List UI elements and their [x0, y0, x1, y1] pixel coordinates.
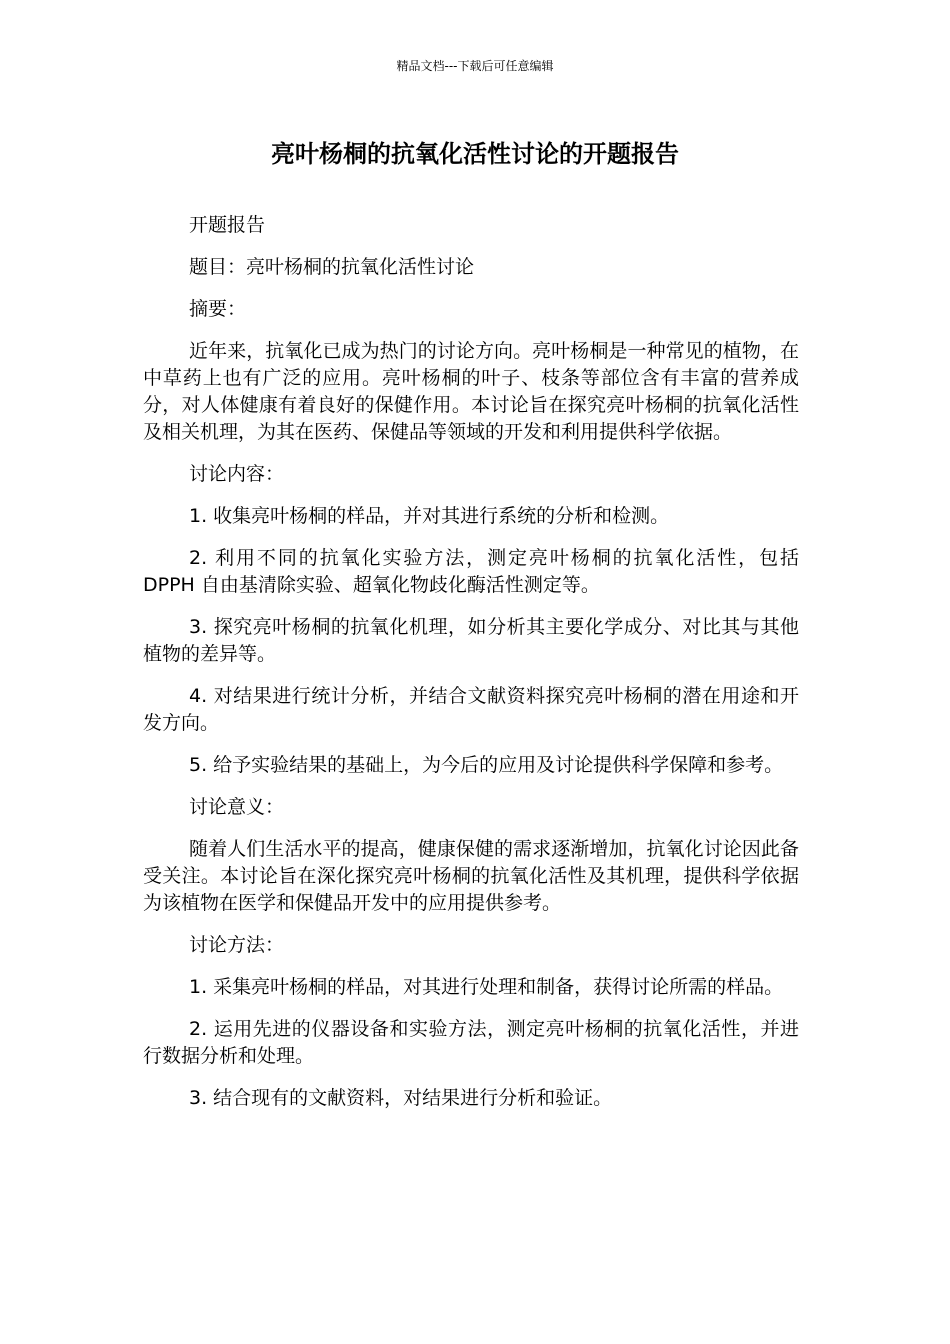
paragraph-content-item-4: 4. 对结果进行统计分析，并结合文献资料探究亮叶杨桐的潜在用途和开发方向。 — [143, 685, 799, 734]
paragraph-content-item-5: 5. 给予实验结果的基础上，为今后的应用及讨论提供科学保障和参考。 — [189, 754, 784, 776]
paragraph-content-item-1: 1. 收集亮叶杨桐的样品，并对其进行系统的分析和检测。 — [189, 505, 670, 527]
paragraph-method-item-1: 1. 采集亮叶杨桐的样品，对其进行处理和制备，获得讨论所需的样品。 — [189, 976, 784, 998]
paragraph-method-item-3: 3. 结合现有的文献资料，对结果进行分析和验证。 — [189, 1087, 613, 1109]
document-title: 亮叶杨桐的抗氧化活性讨论的开题报告 — [271, 140, 679, 168]
paragraph-content-heading: 讨论内容： — [189, 463, 285, 485]
paragraph-abstract-body: 近年来，抗氧化已成为热门的讨论方向。亮叶杨桐是一种常见的植物，在中草药上也有广泛的应用。亮叶杨桐的叶子、枝条等部位含有丰富的营养成分，对人体健康有着良好的保健作用。本讨论旨在探究亮叶杨桐的抗氧化活性及相关机理，为其在医药、保健品等领域的开发和利用提供科学依据。 — [143, 340, 799, 443]
paragraph-significance-heading: 讨论意义： — [189, 796, 285, 818]
document-body — [143, 212, 799, 1127]
paragraph-content-item-3: 3. 探究亮叶杨桐的抗氧化机理，如分析其主要化学成分、对比其与其他植物的差异等。 — [143, 616, 799, 665]
paragraph-method-heading: 讨论方法： — [189, 934, 285, 956]
paragraph-topic: 题目：亮叶杨桐的抗氧化活性讨论 — [189, 256, 475, 278]
paragraph-abstract-heading: 摘要： — [189, 298, 247, 320]
paragraph-method-item-2: 2. 运用先进的仪器设备和实验方法，测定亮叶杨桐的抗氧化活性，并进行数据分析和处理。 — [143, 1018, 799, 1067]
paragraph-significance-body: 随着人们生活水平的提高，健康保健的需求逐渐增加，抗氧化讨论因此备受关注。本讨论旨在深化探究亮叶杨桐的抗氧化活性及其机理，提供科学依据为该植物在医学和保健品开发中的应用提供参考。 — [143, 838, 799, 914]
paragraph-report-label: 开题报告 — [189, 214, 266, 236]
page-header: 精品文档---下载后可任意编辑 — [396, 59, 554, 73]
paragraph-content-item-2: 2. 利用不同的抗氧化实验方法，测定亮叶杨桐的抗氧化活性，包括 DPPH 自由基清除实验、超氧化物歧化酶活性测定等。 — [143, 547, 799, 596]
